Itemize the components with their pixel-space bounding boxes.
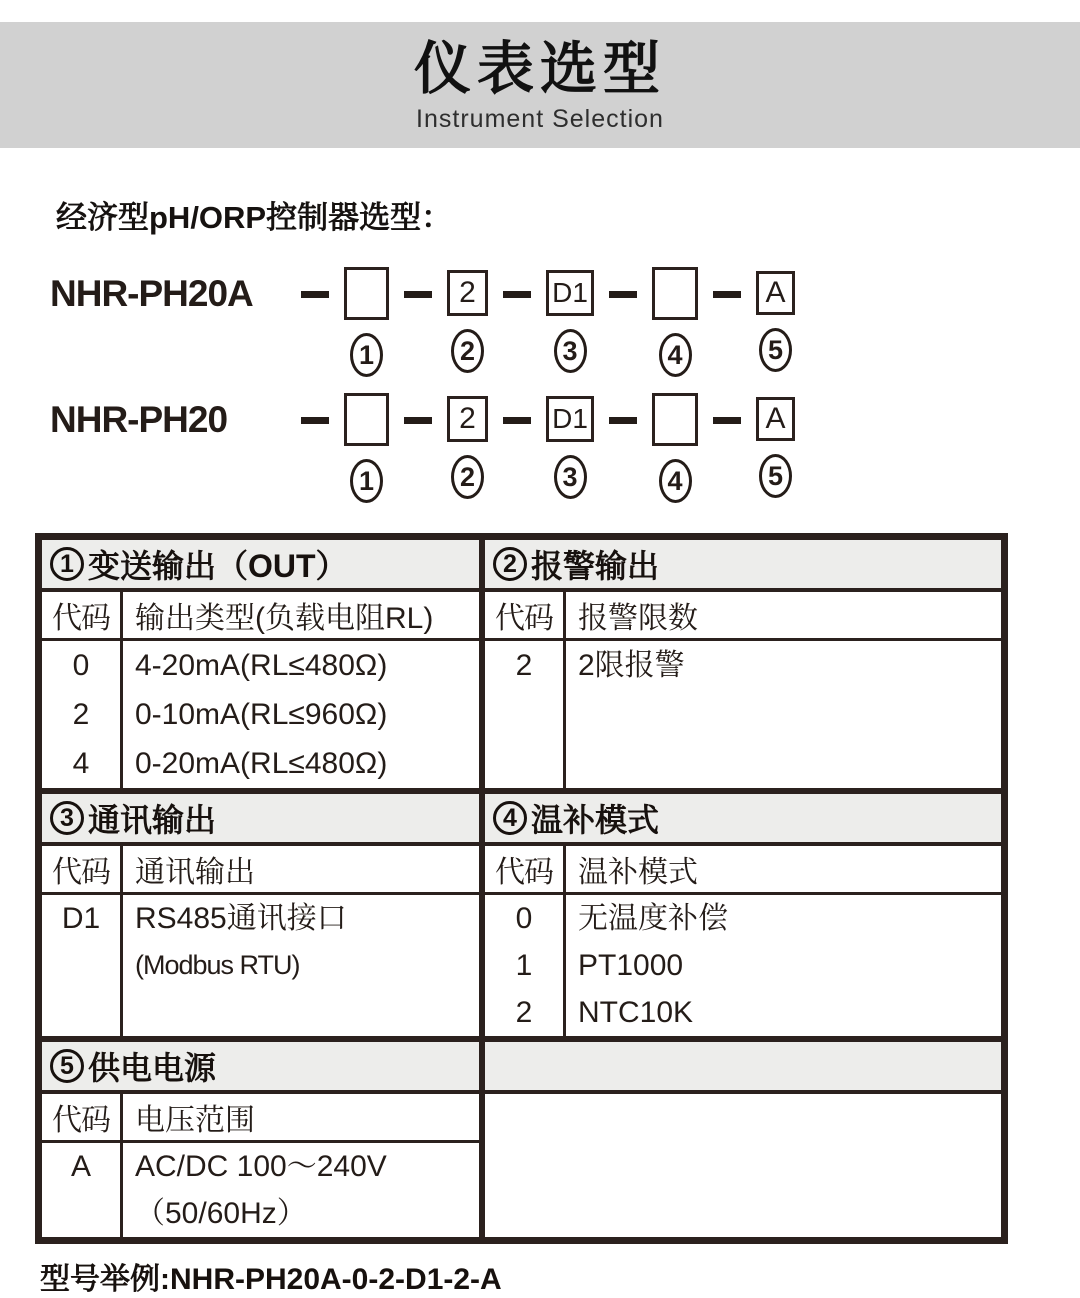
- dash-separator: [609, 417, 637, 424]
- section3-communication-output: [42, 794, 479, 1036]
- desc-cell: NTC10K: [578, 996, 694, 1029]
- empty-cell: [485, 1094, 1001, 1237]
- desc-column: [123, 641, 479, 788]
- desc-cell: 0-10mA(RL≤960Ω): [135, 698, 388, 731]
- dash-separator: [609, 291, 637, 298]
- section-header: [42, 540, 479, 592]
- code-cell: 2: [72, 698, 90, 731]
- code-column: [42, 641, 123, 788]
- table-section-1: [42, 540, 1001, 788]
- dash-separator: [404, 417, 432, 424]
- desc-column: [123, 895, 479, 1036]
- section-number-circle: 4: [493, 801, 527, 835]
- section-number-circle: 5: [50, 1049, 84, 1083]
- code-cell: 2: [515, 649, 533, 682]
- section5-power-supply: [42, 1042, 479, 1237]
- code-column-header: 代码: [42, 846, 123, 892]
- table-section-2: [42, 788, 1001, 1036]
- code-column-header: 代码: [485, 846, 566, 892]
- code-column: [485, 895, 566, 1036]
- section-header: [42, 1042, 479, 1094]
- title-band: [0, 22, 1080, 148]
- model-box: A: [756, 271, 795, 315]
- section-number-circle: 1: [50, 547, 84, 581]
- table-body: [485, 895, 1001, 1036]
- position-circle: 1: [350, 459, 383, 503]
- model-box: 2: [447, 396, 488, 442]
- model-box: [344, 267, 389, 320]
- position-circle: 2: [451, 455, 484, 499]
- page-title: 仪表选型: [414, 37, 666, 101]
- section-number-circle: 2: [493, 547, 527, 581]
- code-column-header: 代码: [42, 1094, 123, 1140]
- model-row-ph20: [50, 393, 1080, 503]
- model-box: 2: [447, 270, 488, 316]
- desc-cell: 2限报警: [578, 649, 685, 682]
- column-header-row: [42, 592, 479, 641]
- section-title: 变送输出（OUT）: [88, 548, 348, 584]
- model-box: [652, 267, 698, 320]
- position-circle: 4: [659, 459, 692, 503]
- table-body: [42, 895, 479, 1036]
- section2-alarm-output: [479, 540, 1001, 788]
- model-slot: [344, 393, 389, 503]
- dash-separator: [404, 291, 432, 298]
- section-header: [485, 540, 1001, 592]
- page-subtitle: Instrument Selection: [416, 105, 664, 133]
- code-cell: 4: [72, 747, 90, 780]
- model-box: D1: [546, 270, 594, 316]
- desc-column: [566, 641, 1001, 788]
- desc-column-header: 输出类型(负载电阻RL): [135, 602, 434, 635]
- section-title: 通讯输出: [88, 802, 217, 838]
- position-circle: 3: [554, 455, 587, 499]
- code-cell: A: [70, 1150, 91, 1183]
- section-header-empty: [485, 1042, 1001, 1094]
- document-page: [0, 22, 1080, 1296]
- model-slot: [344, 267, 389, 377]
- table-body: [42, 641, 479, 788]
- model-slot: [447, 393, 488, 499]
- position-circle: 3: [554, 329, 587, 373]
- model-example: 型号举例:NHR-PH20A-0-2-D1-2-A: [40, 1263, 502, 1296]
- column-header-row: [42, 846, 479, 895]
- desc-cell: AC/DC 100～240V: [135, 1150, 387, 1183]
- desc-cell: 无温度补偿: [578, 902, 728, 935]
- position-circle: 5: [759, 328, 792, 372]
- model-slot: [652, 393, 698, 503]
- position-circle: 1: [350, 333, 383, 377]
- table-body: [42, 1143, 479, 1237]
- desc-column: [566, 895, 1001, 1036]
- desc-cell-line2: （50/60Hz）: [135, 1197, 307, 1230]
- section1-transmit-output: [42, 540, 479, 788]
- dash-separator: [301, 417, 329, 424]
- model-box: [344, 393, 389, 446]
- column-header-row: [42, 1094, 479, 1143]
- desc-cell: PT1000: [578, 949, 684, 982]
- code-cell: 0: [515, 902, 533, 935]
- dash-separator: [713, 291, 741, 298]
- model-row-ph20a: [50, 267, 1080, 377]
- desc-column: [123, 1143, 479, 1237]
- model-slot: [546, 393, 594, 499]
- code-cell: D1: [61, 902, 101, 935]
- section-heading: 经济型pH/ORP控制器选型：: [56, 200, 453, 235]
- model-slot: [756, 393, 795, 498]
- dash-separator: [503, 291, 531, 298]
- desc-column-header: 报警限数: [578, 602, 698, 635]
- code-column-header: 代码: [485, 592, 566, 638]
- desc-cell: 4-20mA(RL≤480Ω): [135, 649, 388, 682]
- selection-table: [35, 533, 1008, 1244]
- desc-cell: 0-20mA(RL≤480Ω): [135, 747, 388, 780]
- model-box: [652, 393, 698, 446]
- section5-right-empty: [479, 1042, 1001, 1237]
- code-cell: 1: [515, 949, 533, 982]
- model-slot: [546, 267, 594, 373]
- dash-separator: [503, 417, 531, 424]
- code-column-header: 代码: [42, 592, 123, 638]
- model-label: NHR-PH20: [50, 399, 228, 440]
- model-slot: [652, 267, 698, 377]
- table-section-3: [42, 1036, 1001, 1237]
- model-box: A: [756, 397, 795, 441]
- desc-column-header: 电压范围: [135, 1104, 255, 1137]
- section-number-circle: 3: [50, 801, 84, 835]
- code-cell: 0: [72, 649, 90, 682]
- section-title: 报警输出: [531, 548, 660, 584]
- model-slot: [447, 267, 488, 373]
- column-header-row: [485, 846, 1001, 895]
- code-cell: 2: [515, 996, 533, 1029]
- code-column: [485, 641, 566, 788]
- desc-column-header: 温补模式: [578, 856, 698, 889]
- desc-cell-line2: (Modbus RTU): [135, 950, 300, 980]
- position-circle: 4: [659, 333, 692, 377]
- code-column: [42, 1143, 123, 1237]
- section-header: [485, 794, 1001, 846]
- column-header-row: [485, 592, 1001, 641]
- position-circle: 5: [759, 454, 792, 498]
- section4-temp-compensation: [479, 794, 1001, 1036]
- table-body: [485, 641, 1001, 788]
- model-slot: [756, 267, 795, 372]
- dash-separator: [301, 291, 329, 298]
- section-title: 温补模式: [531, 802, 660, 838]
- model-box: D1: [546, 396, 594, 442]
- model-label: NHR-PH20A: [50, 273, 253, 314]
- dash-separator: [713, 417, 741, 424]
- section-title: 供电电源: [88, 1050, 217, 1086]
- section-header: [42, 794, 479, 846]
- desc-column-header: 通讯输出: [135, 856, 255, 889]
- model-ordering-diagram: [50, 267, 1080, 503]
- code-column: [42, 895, 123, 1036]
- desc-cell: RS485通讯接口: [135, 902, 347, 935]
- position-circle: 2: [451, 329, 484, 373]
